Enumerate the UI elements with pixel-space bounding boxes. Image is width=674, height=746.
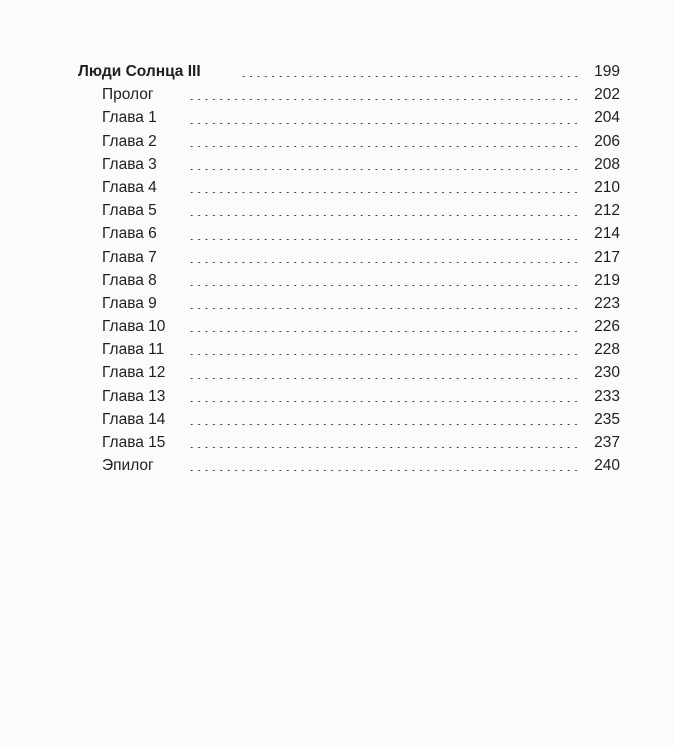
dot-leader	[240, 76, 578, 77]
toc-chapter-title: Глава 3	[102, 155, 157, 173]
toc-chapter-entry[interactable]	[78, 199, 620, 222]
toc-chapter-page: 202	[594, 86, 620, 104]
toc-chapter-page: 210	[594, 178, 620, 196]
toc-chapter-title: Пролог	[102, 86, 154, 104]
toc-chapter-title: Глава 12	[102, 364, 166, 382]
dot-leader	[188, 192, 578, 193]
toc-chapter-entry[interactable]	[78, 361, 620, 384]
dot-leader	[188, 378, 578, 379]
dot-leader	[188, 354, 578, 355]
toc-chapter-title: Глава 15	[102, 434, 166, 451]
toc-chapter-entry[interactable]	[78, 153, 620, 176]
toc-chapter-entry[interactable]	[78, 431, 620, 454]
dot-leader	[188, 401, 578, 402]
toc-chapter-page: 240	[594, 457, 620, 475]
toc-chapter-entry[interactable]	[78, 106, 620, 129]
toc-chapter-page: 214	[594, 225, 620, 243]
toc-chapter-title: Глава 2	[102, 132, 157, 150]
toc-chapter-entry[interactable]	[78, 176, 620, 199]
dot-leader	[188, 308, 578, 309]
toc-chapter-page: 235	[594, 410, 620, 428]
toc-chapter-page: 206	[594, 132, 620, 150]
toc-chapter-page: 204	[594, 109, 620, 127]
toc-chapter-page: 212	[594, 202, 620, 220]
dot-leader	[188, 470, 578, 471]
toc-chapter-title: Глава 10	[102, 318, 166, 336]
toc-chapter-entry[interactable]	[78, 315, 620, 338]
dot-leader	[188, 239, 578, 240]
toc-chapter-page: 230	[594, 364, 620, 382]
toc-chapter-entry[interactable]	[78, 408, 620, 431]
toc-chapter-title: Глава 11	[102, 341, 165, 359]
dot-leader	[188, 169, 578, 170]
toc-chapter-title: Глава 1	[102, 109, 157, 127]
toc-chapter-title: Глава 9	[102, 294, 157, 312]
dot-leader	[188, 331, 578, 332]
toc-chapter-page: 228	[594, 341, 620, 359]
dot-leader	[188, 215, 578, 216]
toc-section-entry[interactable]	[78, 60, 620, 83]
table-of-contents	[78, 60, 620, 477]
toc-chapter-title: Глава 14	[102, 410, 166, 428]
dot-leader	[188, 424, 578, 425]
toc-chapter-entry[interactable]	[78, 246, 620, 269]
toc-chapter-list	[78, 83, 620, 477]
toc-chapter-entry[interactable]	[78, 292, 620, 315]
dot-leader	[188, 262, 578, 263]
dot-leader	[188, 285, 578, 286]
toc-chapter-title: Глава 8	[102, 271, 157, 289]
toc-chapter-title: Глава 7	[102, 248, 157, 266]
toc-chapter-entry[interactable]	[78, 130, 620, 153]
toc-chapter-title: Глава 5	[102, 202, 157, 220]
toc-chapter-title: Глава 13	[102, 387, 166, 405]
toc-chapter-page: 219	[594, 271, 620, 289]
toc-chapter-entry[interactable]	[78, 269, 620, 292]
toc-chapter-entry[interactable]	[78, 83, 620, 106]
toc-chapter-page: 217	[594, 248, 620, 266]
toc-chapter-page: 226	[594, 318, 620, 336]
dot-leader	[188, 447, 578, 448]
toc-chapter-title: Глава 6	[102, 225, 157, 243]
toc-chapter-page: 223	[594, 294, 620, 312]
toc-chapter-page: 233	[594, 387, 620, 405]
toc-chapter-entry[interactable]	[78, 454, 620, 477]
dot-leader	[188, 123, 578, 124]
toc-chapter-entry[interactable]	[78, 222, 620, 245]
toc-chapter-title: Глава 4	[102, 178, 157, 196]
toc-section-title: Люди Солнца III	[78, 63, 201, 80]
toc-chapter-entry[interactable]	[78, 385, 620, 408]
toc-chapter-title: Эпилог	[102, 457, 154, 475]
dot-leader	[188, 99, 578, 100]
toc-chapter-page: 237	[594, 434, 620, 451]
toc-section-page: 199	[594, 63, 620, 80]
dot-leader	[188, 146, 578, 147]
toc-chapter-page: 208	[594, 155, 620, 173]
toc-chapter-entry[interactable]	[78, 338, 620, 361]
